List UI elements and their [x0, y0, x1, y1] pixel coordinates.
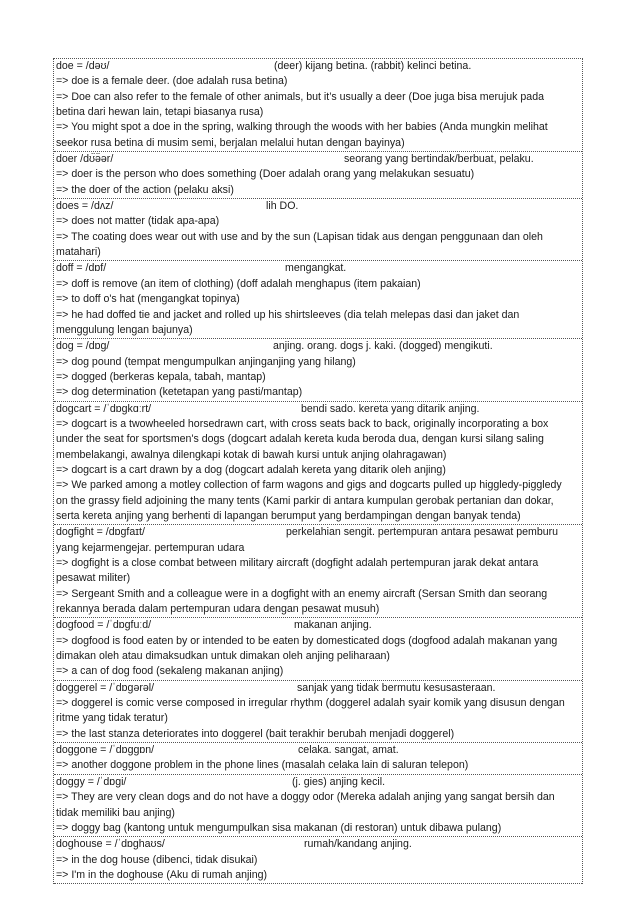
headword: dogfood = /ˈdɒgfuːd/ [56, 619, 152, 632]
entry-line: betina dari hewan lain, tetapi biasanya rusa) [56, 106, 264, 119]
entry-line: => doggy bag (kantong untuk mengumpulkan sisa makanan (di restoran) untuk dibawa pulang) [56, 821, 502, 834]
entry-line: => I'm in the doghouse (Aku di rumah anjing) [56, 868, 268, 881]
entry-line: on the grassy field adjoining the many tents (Kami parkir di antara kumpulan gerobak pertanian dan dokar, [56, 494, 554, 507]
dictionary-entry [54, 525, 582, 618]
entry-line: tidak memiliki bau anjing) [56, 806, 175, 819]
dictionary-table [53, 58, 583, 884]
entry-header [54, 152, 582, 167]
dictionary-entry [54, 743, 582, 775]
entry-line: => Doe can also refer to the female of other animals, but it’s usually a deer (Doe juga bisa merujuk pada [56, 90, 544, 103]
entry-line: => the last stanza deteriorates into doggerel (bait terakhir berubah menjadi doggerel) [56, 727, 455, 740]
headword: doggy = /ˈdɒgi/ [56, 775, 127, 788]
headword: doe = /dəʊ/ [56, 60, 110, 72]
entry-line: => dogfood is food eaten by or intended to be eaten by domesticated dogs (dogfood adalah makanan yang [56, 634, 558, 647]
headword: dogfight = /dɒgfaɪt/ [56, 526, 145, 539]
headword: doggerel = /ˈdɒgərəl/ [56, 681, 155, 694]
entry-line: => doff is remove (an item of clothing) (doff adalah menghapus (item pakaian) [56, 277, 421, 290]
entry-line: membelakangi, awalnya dilengkapi kotak di bawah kursi untuk anjing olahragawan) [56, 448, 447, 461]
entry-line: matahari) [56, 246, 101, 259]
definition: (j. gies) anjing kecil. [292, 775, 386, 788]
dictionary-entry [54, 152, 582, 199]
entry-line: => We parked among a motley collection of farm wagons and gigs and dogcarts pulled up higgledy-piggledy [56, 479, 562, 492]
entry-header [54, 618, 582, 633]
definition: sanjak yang tidak bermutu kesusasteraan. [297, 681, 496, 694]
entry-line: => doggerel is comic verse composed in irregular rhythm (doggerel adalah syair komik yang disusun dengan [56, 697, 565, 710]
definition: lih DO. [266, 200, 299, 213]
entry-line: yang kejarmengejar. pertempuran udara [56, 541, 245, 554]
definition: (deer) kijang betina. (rabbit) kelinci betina. [274, 60, 472, 72]
entry-line: => another doggone problem in the phone lines (masalah celaka lain di saluran telepon) [56, 759, 469, 772]
entry-line: dimakan oleh atau dimaksudkan untuk dimakan oleh anjing peliharaan) [56, 650, 390, 663]
headword: dogcart = /ˈdɒgkɑːrt/ [56, 402, 152, 415]
headword: doggone = /ˈdɒggɒn/ [56, 744, 155, 757]
dictionary-entry [54, 199, 582, 261]
entry-line: => doe is a female deer. (doe adalah rusa betina) [56, 75, 288, 88]
headword: doer /dʊ̈ə̈ər/ [56, 153, 114, 166]
entry-header [54, 199, 582, 214]
entry-line: => he had doffed tie and jacket and rolled up his shirtsleeves (dia telah melepas dasi dan jaket dan [56, 308, 520, 321]
definition: mengangkat. [285, 262, 347, 275]
entry-header [54, 775, 582, 790]
definition: anjing. orang. dogs j. kaki. (dogged) mengikuti. [273, 340, 493, 353]
entry-header [54, 261, 582, 276]
entry-header [54, 525, 582, 540]
definition: rumah/kandang anjing. [304, 838, 412, 851]
dictionary-entry [54, 681, 582, 743]
definition: perkelahian sengit. pertempuran antara pesawat pemburu [286, 526, 559, 539]
dictionary-entry [54, 59, 582, 152]
entry-line: => dogcart is a cart drawn by a dog (dogcart adalah kereta yang ditarik oleh anjing) [56, 463, 446, 476]
entry-line: => You might spot a doe in the spring, walking through the woods with her babies (Anda mungkin melihat [56, 121, 548, 134]
entry-line: => does not matter (tidak apa-apa) [56, 215, 220, 228]
entry-line: menggulung lengan bajunya) [56, 323, 193, 336]
entry-line: => a can of dog food (sekaleng makanan anjing) [56, 665, 284, 678]
dictionary-entry [54, 775, 582, 837]
entry-line: => doer is the person who does something (Doer adalah orang yang melakukan sesuatu) [56, 168, 475, 181]
entry-header [54, 681, 582, 696]
entry-line: => in the dog house (dibenci, tidak disukai) [56, 853, 258, 866]
definition: celaka. sangat, amat. [298, 744, 399, 757]
entry-line: => dogged (berkeras kepala, tabah, mantap) [56, 370, 266, 383]
entry-line: pesawat militer) [56, 572, 131, 585]
dictionary-entry [54, 402, 582, 526]
definition: makanan anjing. [294, 619, 372, 632]
entry-line: => Sergeant Smith and a colleague were in a dogfight with an enemy aircraft (Sersan Smith dan seorang [56, 587, 548, 600]
entry-header [54, 743, 582, 758]
entry-line: => to doff o's hat (mengangkat topinya) [56, 293, 240, 306]
entry-header [54, 59, 582, 74]
headword: doghouse = /ˈdɒghaʊs/ [56, 838, 165, 851]
entry-line: under the seat for sportsmen's dogs (dogcart adalah kereta kuda beroda dua, dengan kursi silang saling [56, 433, 544, 446]
entry-line: => They are very clean dogs and do not have a doggy odor (Mereka adalah anjing yang sangat bersih dan [56, 791, 555, 804]
headword: does = /dʌz/ [56, 200, 114, 213]
headword: doff = /dɒf/ [56, 262, 107, 275]
entry-line: rekannya berada dalam pertempuran udara dengan pesawat musuh) [56, 603, 380, 616]
headword: dog = /dɒg/ [56, 340, 110, 353]
dictionary-entry [54, 837, 582, 884]
entry-line: => the doer of the action (pelaku aksi) [56, 183, 234, 196]
dictionary-entry [54, 618, 582, 680]
entry-line: seekor rusa betina di musim semi, berjalan melalui hutan dengan bayinya) [56, 136, 405, 149]
entry-header [54, 402, 582, 417]
definition: bendi sado. kereta yang ditarik anjing. [301, 402, 480, 415]
entry-header [54, 339, 582, 354]
definition: seorang yang bertindak/berbuat, pelaku. [344, 153, 534, 166]
entry-line: => dog pound (tempat mengumpulkan anjinganjing yang hilang) [56, 355, 356, 368]
entry-line: serta kereta anjing yang berhenti di lapangan berumput yang berdampingan dengan banyak tenda) [56, 509, 521, 522]
entry-line: => dog determination (ketetapan yang pasti/mantap) [56, 386, 303, 399]
dictionary-entry [54, 261, 582, 339]
entry-line: => dogfight is a close combat between military aircraft (dogfight adalah pertempuran jarak dekat antara [56, 557, 539, 569]
entry-line: => dogcart is a twowheeled horsedrawn cart, with cross seats back to back, originally incorporating a box [56, 417, 549, 430]
dictionary-entry [54, 339, 582, 401]
entry-line: => The coating does wear out with use and by the sun (Lapisan tidak aus dengan penggunaan dan oleh [56, 230, 543, 243]
entry-line: ritme yang tidak teratur) [56, 712, 168, 725]
entry-header [54, 837, 582, 852]
